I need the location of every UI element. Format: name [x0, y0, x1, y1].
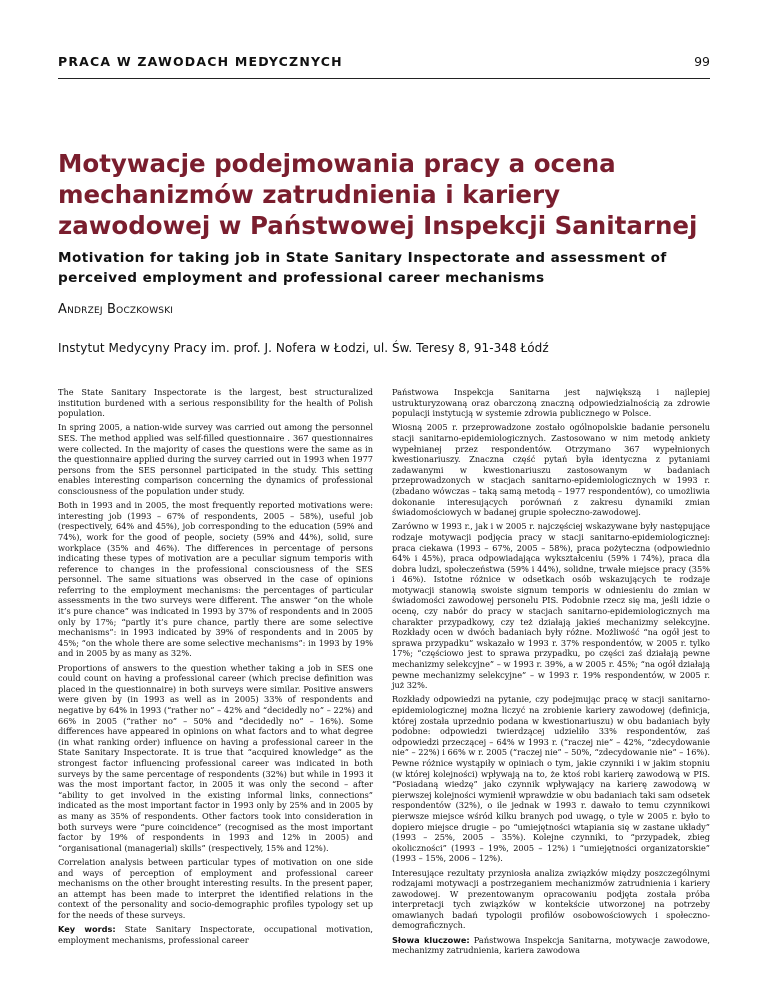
abstract-pl-paragraph: Interesujące rezultaty przyniosła analiza związków między poszczególnymi rodzajami motywacji a postrzeganiem mechanizmów zatrudnienia i kariery zawodowej. W prezentowanym opracowaniu podjęta została próba interpretacji tych związków w kontekście utworzonej na potrzeby omawianych badań typologii profilów osobowościowych i społeczno-demograficznych.: [392, 867, 710, 931]
header-rule: [58, 78, 710, 79]
abstract-en-paragraph: Both in 1993 and in 2005, the most frequently reported motivations were: interesting job (1993 – 67% of respondents, 2005 – 58%), useful job (respectively, 64% and 45%), job corresponding to the education (59% and 74%), work for the good of people, society (59% and 44%), solid, sure workplace (35% and 46%). The differences in percentage of persons indicating these types of motivation are a peculiar signum temporis with reference to changes in the professional consciousness of the SES personnel. The same situations was observed in the case of opinions referring to the employment mechanisms: the percentages of particular assessments in the two surveys were different. The answer “on the whole it’s pure chance” was indicated in 1993 by 37% of respondents and in 2005 only by 17%; “partly it’s pure chance, partly there are some selective mechanisms”: in 1993 indicated by 39% of respondents and in 2005 by 45%; “on the whole there are some selective mechanisms”: in 1993 by 19% and in 2005 by as many as 32%.: [58, 500, 373, 659]
abstract-pl-paragraph: Państwowa Inspekcja Sanitarna jest największą i najlepiej ustrukturyzowaną oraz obarczoną znaczną odpowiedzialnością za zdrowie populacji instytucją w systemie zdrowia publicznego w Polsce.: [392, 387, 710, 419]
keywords-english: [58, 924, 373, 945]
author-name: Andrzej Boczkowski: [58, 302, 174, 317]
abstract-en-paragraph: In spring 2005, a nation-wide survey was carried out among the personnel SES. The method applied was self-filled questionnaire . 367 questionnaires were collected. In the majority of cases the questions were the same as in the questionnaire applied during the survey carried out in 1993 when 1977 persons from the SES personnel participated in the study. This setting enables interesting comparison concerning the dynamics of professional consciousness of the population under study.: [58, 422, 373, 496]
author-affiliation: Instytut Medycyny Pracy im. prof. J. Nofera w Łodzi, ul. Św. Teresy 8, 91-348 Łódź: [58, 341, 549, 355]
article-title: Motywacje podejmowania pracy a ocena mechanizmów zatrudnienia i kariery zawodowej w Państwowej Inspekcji Sanitarnej: [58, 149, 698, 240]
abstract-en-paragraph: Proportions of answers to the question whether taking a job in SES one could count on having a professional career (which precise definition was placed in the questionnaire) in both surveys were similar. Positive answers were given by (in 1993 as well as in 2005) 33% of respondents and negative by 64% in 1993 (“rather no” – 42% and “decidedly no” – 22%) and 66% in 2005 (“rather no” – 50% and “decidedly no” – 16%). Some differences have appeared in opinions on what factors and to what degree (in what ranking order) influence on having a professional career in the State Sanitary Inspectorate. It is true that “acquired knowledge” as the strongest factor influencing professional career was indicated in both surveys by the same percentage of respondents (32%) but while in 1993 it was the most important factor, in 2005 it was only the second – after “ability to get involved in the existing informal links, connections” indicated as the most important factor in 1993 only by 25% and in 2005 by as many as 35% of respondents. Other factors took into consideration in both surveys were “pure coincidence” (recognised as the most important factor by 19% of respondents in 1993 and 12% in 2005) and “organisational (managerial) skills” (respectively, 15% and 12%).: [58, 662, 373, 853]
abstract-pl-paragraph: Wiosną 2005 r. przeprowadzone zostało ogólnopolskie badanie personelu stacji sanitarno-epidemiologicznych. Zastosowano w nim metodę ankiety wypełnianej przez respondentów. Otrzymano 367 wypełnionych kwestionariuszy. Znaczna część pytań była identyczna z pytaniami zadawanymi w kwestionariuszu zastosowanym w badaniach przeprowadzonych w stacjach sanitarno-epidemiologicznych w 1993 r. (zbadano wówczas – taką samą metodą – 1977 respondentów), co umożliwia dokonanie interesujących porównań z zakresu dynamiki zmian świadomościowych w badanej grupie społeczno-zawodowej.: [392, 422, 710, 518]
page-number: 99: [694, 54, 710, 69]
abstract-polish: [392, 387, 710, 959]
abstract-en-paragraph: The State Sanitary Inspectorate is the largest, best structuralized institution burdened with a serious responsibility for the health of Polish population.: [58, 387, 373, 419]
keywords-polish: [392, 935, 710, 956]
running-head: [58, 54, 710, 80]
keywords-pl-label: Słowa kluczowe:: [392, 934, 470, 945]
abstract-english: [58, 387, 373, 949]
abstract-pl-paragraph: Zarówno w 1993 r., jak i w 2005 r. najczęściej wskazywane były następujące rodzaje motywacji podjęcia pracy w stacji sanitarno-epidemiologicznej: praca ciekawa (1993 – 67%, 2005 – 58%), praca pożyteczna (odpowiednio 64% i 45%), praca odpowiadająca wykształceniu (59% i 74%), praca dla dobra ludzi, społeczeństwa (59% i 44%), solidne, trwałe miejsce pracy (35% i 46%). Istotne różnice w odsetkach osób wskazujących te rodzaje motywacji stanowią swoiste signum temporis w odniesieniu do zmian w świadomości zawodowej personelu PIS. Podobnie rzecz się ma, jeśli idzie o ocenę, czy nabór do pracy w stacjach sanitarno-epidemiologicznych ma charakter przypadkowy, czy też działają jakieś mechanizmy selekcyjne. Rozkłady ocen w dwóch badaniach były różne. Możliwość “na ogół jest to sprawa przypadku” wskazało w 1993 r. 37% respondentów, w 2005 r. tylko 17%; “częściowo jest to sprawa przypadku, po części zaś działają pewne mechanizmy selekcyjne” – w 1993 r. 39%, a w 2005 r. 45%; “na ogół działają pewne mechanizmy selekcyjne” – w 1993 r. 19% respondentów, w 2005 r. już 32%.: [392, 521, 710, 691]
article-english-title: Motivation for taking job in State Sanitary Inspectorate and assessment of perceived employment and professional career mechanisms: [58, 250, 667, 286]
keywords-en-label: Key words:: [58, 924, 116, 935]
abstract-pl-paragraph: Rozkłady odpowiedzi na pytanie, czy podejmując pracę w stacji sanitarno-epidemiologicznej można liczyć na zrobienie kariery zawodowej (definicja, której została uprzednio podana w kwestionariuszu) w obu badaniach były podobne: odpowiedzi twierdzącej udzieliło 33% respondentów, zaś odpowiedzi przeczącej – 64% w 1993 r. (“raczej nie” – 42%, “zdecydowanie nie” – 22%) i 66% w r. 2005 (“raczej nie” – 50%, “zdecydowanie nie” – 16%). Pewne różnice wystąpiły w opiniach o tym, jakie czynniki i w jakim stopniu (w której kolejności) wpływają na to, że ktoś robi karierę zawodową w PIS. “Posiadaną wiedzę” jako czynnik wpływający na karierę zawodową w pierwszej kolejności wymienił wprawdzie w obu badaniach taki sam odsetek respondentów (32%), o ile jednak w 1993 r. dawało to temu czynnikowi pierwsze miejsce wśród kilku branych pod uwagę, o tyle w 2005 r. było to dopiero miejsce drugie – po “umiejętności wtapiania się w zastane układy” (1993 – 25%, 2005 – 35%). Kolejne czynniki, to “przypadek, zbieg okoliczności” (1993 – 19%, 2005 – 12%) i “umiejętności organizatorskie” (1993 – 15%, 2006 – 12%).: [392, 694, 710, 864]
keywords-en-text: State Sanitary Inspectorate, occupational motivation, employment mechanisms, professional career: [58, 924, 373, 945]
abstract-en-paragraph: Correlation analysis between particular types of motivation on one side and ways of perception of employment and professional career mechanisms on the other brought interesting results. In the present paper, an attempt has been made to interpret the identified relations in the context of the personality and socio-demographic profiles typology set up for the needs of these surveys.: [58, 856, 373, 920]
keywords-pl-text: Państwowa Inspekcja Sanitarna, motywacje zawodowe, mechanizmy zatrudnienia, kariera zawodowa: [392, 934, 710, 956]
journal-section-name: PRACA W ZAWODACH MEDYCZNYCH: [58, 54, 343, 69]
